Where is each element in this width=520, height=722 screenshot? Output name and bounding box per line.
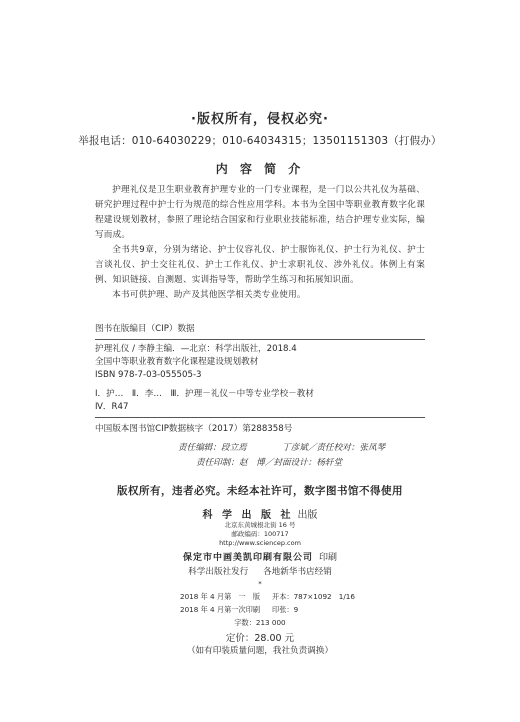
content-intro	[95, 160, 425, 303]
distribution-seller: 各地新华书店经销	[263, 567, 332, 577]
publisher-suffix: 出版	[297, 510, 318, 521]
word-count: 字数：213 000	[234, 618, 286, 627]
cip-classification: Ⅳ．R47	[95, 402, 129, 412]
price: 定价：28.00 元	[225, 633, 295, 644]
distribution-line	[0, 565, 520, 577]
print-sheets: 印张：9	[272, 605, 299, 614]
format-size: 开本：787×1092 1/16	[272, 592, 355, 601]
publisher-address: 北京东黄城根北街 16 号	[224, 521, 296, 529]
separator-star: *	[258, 580, 262, 588]
editor-print: 责任印制：赵 博／封面设计：杨轩堂	[196, 458, 343, 468]
cip-record-number: 中国版本图书馆CIP数据核字（2017）第288358号	[95, 417, 425, 436]
publisher-website: http://www.sciencep.com	[219, 539, 301, 547]
publisher-name: 科 学 出 版 社	[202, 510, 294, 521]
cip-line: 护理礼仪 / 李静主编．—北京：科学出版社，2018.4	[95, 344, 297, 354]
edition-date: 2018 年 4 月第 一 版	[180, 592, 261, 601]
cip-line: 全国中等职业教育数字化课程建设规划教材	[95, 357, 259, 367]
printer-line	[0, 550, 520, 563]
print-date: 2018 年 4 月第一次印刷	[180, 605, 261, 614]
printer-name: 保定市中画美凯印刷有限公司	[182, 553, 313, 563]
copyright-title: ·版权所有，侵权必究·	[191, 112, 329, 127]
intro-title: 内 容 简 介	[215, 162, 305, 176]
intro-paragraph: 全书共9章，分别为绪论、护士仪容礼仪、护士服饰礼仪、护士行为礼仪、护士言谈礼仪、护士交往礼仪、护士工作礼仪、护士求职礼仪、涉外礼仪。体例上有案例、知识链接、自测题、实训指导等，帮助学生练习和拓展知识面。	[95, 245, 425, 285]
distribution-publisher: 科学出版社发行	[188, 567, 249, 577]
publisher-postcode: 邮政编码：100717	[231, 530, 289, 538]
publisher-block	[0, 506, 520, 548]
report-phone: 举报电话：010-64030229；010-64034315；13501151303（打假办）	[78, 135, 442, 147]
cip-data-block	[95, 322, 425, 436]
intro-paragraph: 本书可供护理、助产及其他医学相关类专业使用。	[112, 290, 306, 300]
copyright-block	[0, 108, 520, 148]
cip-heading: 图书在版编目（CIP）数据	[95, 322, 425, 340]
copyright-warning: 版权所有，违者必究。未经本社许可，数字图书馆不得使用	[117, 485, 403, 497]
editor-planning: 责任编辑：段立焉	[178, 443, 247, 453]
cip-classification: Ⅰ．护… Ⅱ．李… Ⅲ．护理－礼仪－中等专业学校－教材	[95, 389, 314, 399]
quality-notice: （如有印装质量问题，我社负责调换）	[186, 646, 334, 656]
cip-line: ISBN 978-7-03-055505-3	[95, 370, 202, 380]
editor-layout: 丁彦斌／责任校对：张凤琴	[282, 443, 386, 453]
printer-suffix: 印刷	[319, 553, 338, 563]
intro-paragraph: 护理礼仪是卫生职业教育护理专业的一门专业课程，是一门以公共礼仪为基础、研究护理过程中护士行为规范的综合性应用学科。本书为全国中等职业教育数字化课程建设规划教材，参照了理论结合国家和行业职业技能标准，结合护理专业实际，编写而成。	[95, 185, 425, 240]
